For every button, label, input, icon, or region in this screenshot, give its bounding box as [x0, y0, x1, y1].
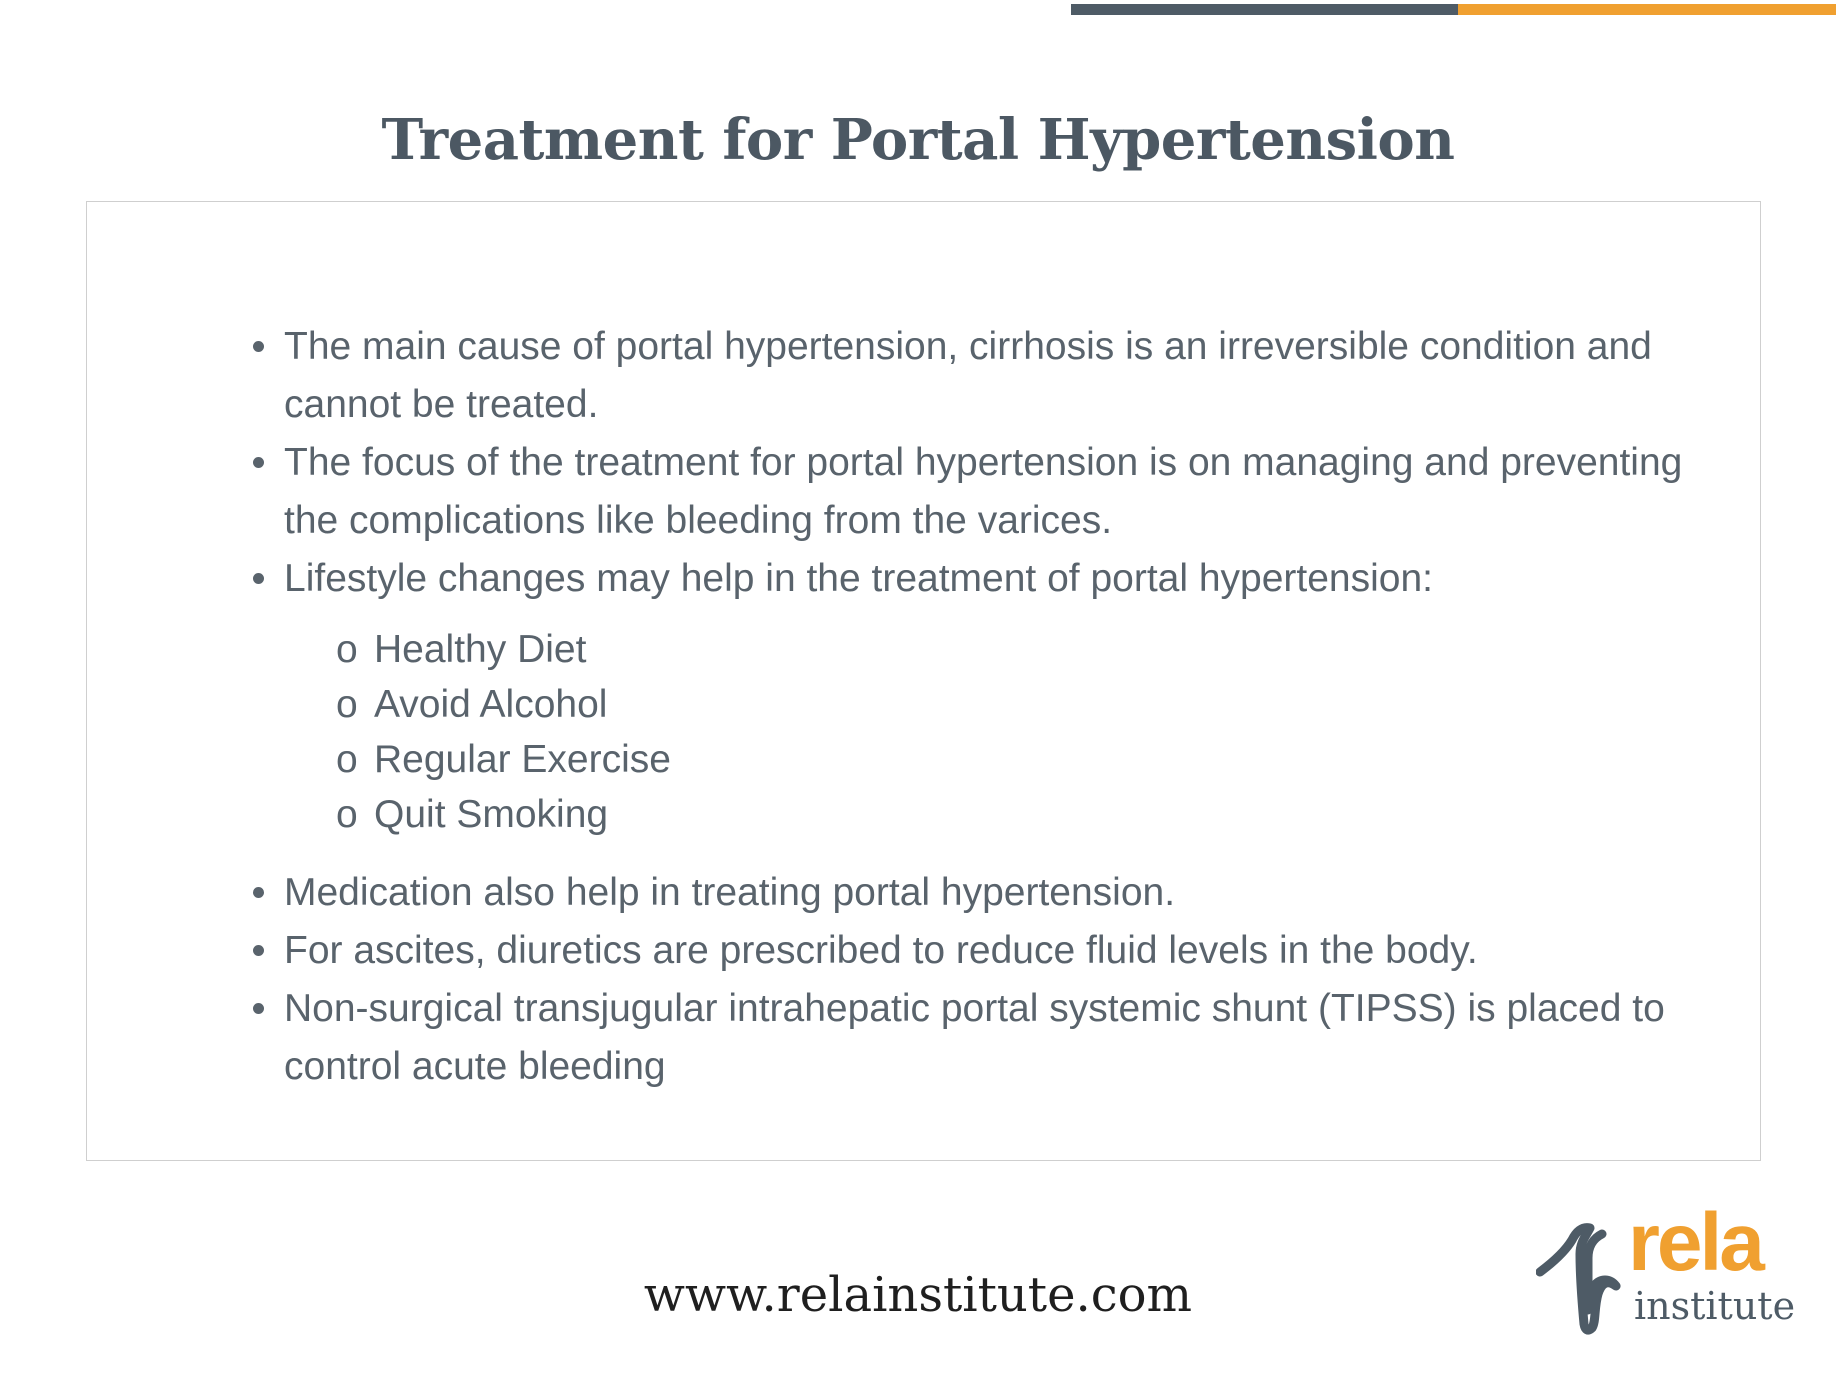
bullet-dot-icon	[253, 573, 264, 584]
bullet-item	[248, 864, 1708, 922]
rela-institute-logo	[1536, 1197, 1796, 1338]
sub-bullet-marker: o	[336, 793, 358, 836]
sub-bullet-item	[336, 787, 1708, 842]
slide-title: Treatment for Portal Hypertension	[381, 107, 1455, 173]
sub-bullet-marker: o	[336, 628, 358, 671]
logo-wordmark: rela	[1628, 1197, 1762, 1288]
bullet-dot-icon	[253, 1003, 264, 1014]
top-accent-bar-dark	[1071, 4, 1458, 15]
sub-bullet-item	[336, 677, 1708, 732]
swirl-stroke	[1540, 1228, 1616, 1330]
logo-subtitle: institute	[1634, 1284, 1796, 1328]
bullet-text: The focus of the treatment for portal hypertension is on managing and preventing the complications like bleeding from the varices.	[284, 441, 1683, 542]
sub-bullet-item	[336, 732, 1708, 787]
bullet-item	[248, 318, 1708, 434]
footer-website-link[interactable]: www.relainstitute.com	[643, 1267, 1193, 1323]
sub-bullet-text: Regular Exercise	[374, 738, 671, 781]
sub-bullet-text: Healthy Diet	[374, 628, 587, 671]
bullet-dot-icon	[253, 341, 264, 352]
sub-bullet-text: Avoid Alcohol	[374, 683, 608, 726]
bullet-text: Non-surgical transjugular intrahepatic portal systemic shunt (TIPSS) is placed to control acute bleeding	[284, 987, 1665, 1088]
sub-bullet-marker: o	[336, 683, 358, 726]
bullet-text: The main cause of portal hypertension, cirrhosis is an irreversible condition and cannot be treated.	[284, 325, 1652, 426]
bullet-item	[248, 922, 1708, 980]
bullet-text: Medication also help in treating portal hypertension.	[284, 871, 1176, 914]
rela-swirl-icon	[1536, 1198, 1626, 1338]
top-accent-bar-orange	[1458, 4, 1836, 15]
bullet-item	[248, 550, 1708, 608]
sub-bullet-item	[336, 622, 1708, 677]
bullet-dot-icon	[253, 887, 264, 898]
sub-bullet-text: Quit Smoking	[374, 793, 609, 836]
bullet-text: Lifestyle changes may help in the treatment of portal hypertension:	[284, 557, 1433, 600]
sub-bullet-list	[248, 622, 1708, 842]
bullet-text: For ascites, diuretics are prescribed to reduce fluid levels in the body.	[284, 929, 1478, 972]
bullet-dot-icon	[253, 945, 264, 956]
bullet-item	[248, 434, 1708, 550]
bullet-dot-icon	[253, 457, 264, 468]
bullet-list	[248, 318, 1708, 1096]
bullet-item	[248, 980, 1708, 1096]
sub-bullet-marker: o	[336, 738, 358, 781]
